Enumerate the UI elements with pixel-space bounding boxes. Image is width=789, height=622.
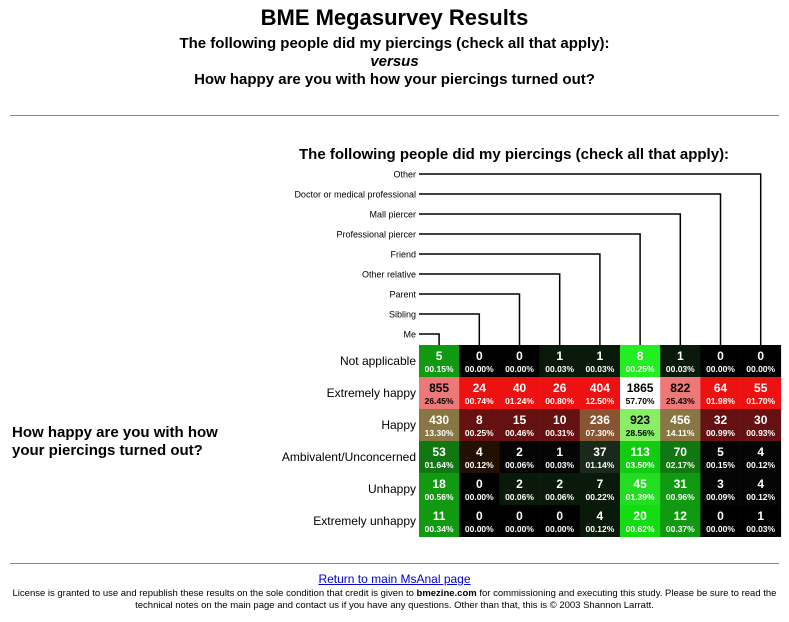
column-leader-line-other-relative [419, 274, 560, 345]
row-label-extremely-unhappy: Extremely unhappy [313, 514, 416, 528]
cell-count-extremely-unhappy-doctor-or-medical-professional: 0 [717, 509, 724, 523]
cell-count-not-applicable-sibling: 0 [475, 349, 483, 363]
cell-count-extremely-unhappy-sibling: 0 [475, 509, 483, 523]
cell-percent-happy-doctor-or-medical-professional: 00.99% [706, 428, 735, 438]
cell-count-extremely-happy-other: 55 [754, 381, 768, 395]
cell-percent-unhappy-friend: 00.22% [585, 492, 615, 502]
cell-percent-extremely-happy-parent: 01.24% [505, 396, 534, 406]
cell-percent-extremely-happy-other: 01.70% [746, 396, 776, 406]
cell-count-ambivalent-unconcerned-mall-piercer: 70 [673, 445, 687, 459]
cell-percent-extremely-unhappy-mall-piercer: 00.37% [665, 524, 695, 534]
cell-count-not-applicable-other-relative: 1 [556, 349, 564, 363]
cell-count-unhappy-mall-piercer: 31 [673, 477, 687, 491]
return-main-link[interactable]: Return to main MsAnal page [318, 572, 471, 586]
column-leader-line-other [419, 174, 761, 345]
cell-count-ambivalent-unconcerned-doctor-or-medical-professional: 5 [717, 445, 724, 459]
column-leader-line-sibling [419, 314, 479, 345]
column-leader-line-doctor-or-medical-professional [419, 194, 721, 345]
cell-percent-extremely-unhappy-me: 00.34% [424, 524, 454, 534]
cell-percent-unhappy-professional-piercer: 01.39% [625, 492, 655, 502]
cell-percent-ambivalent-unconcerned-parent: 00.06% [505, 460, 534, 470]
cell-percent-ambivalent-unconcerned-professional-piercer: 03.50% [625, 460, 655, 470]
cell-count-ambivalent-unconcerned-me: 53 [432, 445, 446, 459]
license-text-part-1: License is granted to use and republish these results on the sole condition that credit is given to [12, 588, 417, 599]
cell-count-happy-mall-piercer: 456 [670, 413, 691, 427]
cell-percent-happy-sibling: 00.25% [464, 428, 494, 438]
column-label-sibling: Sibling [388, 309, 416, 320]
cell-count-not-applicable-other: 0 [757, 349, 765, 363]
cell-percent-ambivalent-unconcerned-other-relative: 00.03% [545, 460, 575, 470]
cell-count-happy-doctor-or-medical-professional: 32 [713, 413, 728, 427]
cell-count-unhappy-other-relative: 2 [556, 477, 564, 491]
cell-percent-not-applicable-other-relative: 00.03% [545, 364, 575, 374]
cell-count-unhappy-friend: 7 [596, 477, 604, 491]
cell-count-extremely-unhappy-me: 11 [432, 509, 446, 523]
cell-percent-unhappy-mall-piercer: 00.96% [665, 492, 695, 502]
cell-count-not-applicable-professional-piercer: 8 [636, 349, 644, 363]
cell-count-happy-other-relative: 10 [553, 413, 567, 427]
cell-percent-ambivalent-unconcerned-doctor-or-medical-professional: 00.15% [706, 460, 735, 470]
cell-percent-not-applicable-parent: 00.00% [505, 364, 534, 374]
versus-label: versus [370, 53, 419, 70]
cell-percent-happy-friend: 07.30% [585, 428, 615, 438]
license-text-part-2: for commissioning and executing this study. Please be sure to read the technical notes on the main page and contact us if you have any questions. Other than that, this is © 2003 Shannon Larratt. [135, 588, 777, 611]
cell-percent-ambivalent-unconcerned-sibling: 00.12% [464, 460, 494, 470]
column-axis-title: The following people did my piercings (check all that apply): [299, 146, 730, 163]
row-label-ambivalent-unconcerned: Ambivalent/Unconcerned [281, 450, 416, 464]
cell-percent-not-applicable-me: 00.15% [424, 364, 454, 374]
column-label-other: Other [393, 169, 416, 180]
column-label-parent: Parent [389, 289, 416, 300]
column-label-other-relative: Other relative [361, 269, 416, 280]
cell-percent-unhappy-parent: 00.06% [505, 492, 534, 502]
cell-percent-extremely-happy-mall-piercer: 25.43% [665, 396, 695, 406]
page-subtitle-question-1: The following people did my piercings (check all that apply): [179, 35, 610, 52]
cell-count-ambivalent-unconcerned-other: 4 [757, 445, 765, 459]
cell-count-happy-friend: 236 [589, 413, 610, 427]
cell-percent-ambivalent-unconcerned-mall-piercer: 02.17% [665, 460, 695, 470]
cell-percent-not-applicable-other: 00.00% [746, 364, 776, 374]
cell-percent-extremely-unhappy-friend: 00.12% [585, 524, 615, 534]
page-title: BME Megasurvey Results [260, 5, 529, 30]
cell-count-extremely-happy-professional-piercer: 1865 [626, 381, 654, 395]
cell-percent-extremely-happy-other-relative: 00.80% [545, 396, 575, 406]
bottom-divider [10, 563, 779, 564]
cell-percent-happy-parent: 00.46% [505, 428, 534, 438]
cell-percent-unhappy-other-relative: 00.06% [545, 492, 575, 502]
footer-link-container [0, 572, 789, 586]
cell-percent-ambivalent-unconcerned-me: 01.64% [424, 460, 454, 470]
cell-count-not-applicable-friend: 1 [596, 349, 604, 363]
cell-percent-unhappy-me: 00.56% [424, 492, 454, 502]
cell-count-extremely-unhappy-professional-piercer: 20 [633, 509, 647, 523]
cell-percent-unhappy-doctor-or-medical-professional: 00.09% [706, 492, 735, 502]
cell-percent-extremely-unhappy-professional-piercer: 00.62% [625, 524, 655, 534]
cell-count-happy-sibling: 8 [475, 413, 483, 427]
cell-percent-extremely-happy-friend: 12.50% [585, 396, 615, 406]
row-axis-title: How happy are you with how your piercings turned out? [12, 424, 218, 459]
cell-count-extremely-unhappy-other-relative: 0 [556, 509, 564, 523]
row-label-not-applicable: Not applicable [339, 354, 416, 368]
cell-count-ambivalent-unconcerned-other-relative: 1 [556, 445, 564, 459]
cell-percent-unhappy-sibling: 00.00% [464, 492, 494, 502]
cell-count-ambivalent-unconcerned-friend: 37 [593, 445, 607, 459]
cell-count-unhappy-sibling: 0 [475, 477, 483, 491]
cell-percent-extremely-happy-doctor-or-medical-professional: 01.98% [706, 396, 735, 406]
cell-count-extremely-unhappy-parent: 0 [516, 509, 523, 523]
column-label-professional-piercer: Professional piercer [336, 229, 416, 240]
cell-count-unhappy-other: 4 [757, 477, 765, 491]
cell-percent-extremely-unhappy-other-relative: 00.00% [545, 524, 575, 534]
cell-percent-not-applicable-sibling: 00.00% [464, 364, 494, 374]
row-label-extremely-happy: Extremely happy [326, 386, 416, 400]
cell-percent-not-applicable-mall-piercer: 00.03% [665, 364, 695, 374]
cell-percent-extremely-unhappy-sibling: 00.00% [464, 524, 494, 534]
cell-count-happy-other: 30 [754, 413, 768, 427]
license-text [10, 588, 779, 612]
cell-percent-ambivalent-unconcerned-other: 00.12% [746, 460, 776, 470]
cell-count-ambivalent-unconcerned-professional-piercer: 113 [630, 445, 650, 459]
cell-count-extremely-happy-friend: 404 [589, 381, 610, 395]
cell-count-extremely-unhappy-other: 1 [757, 509, 765, 523]
page-subtitle-question-2: How happy are you with how your piercings turned out? [194, 71, 595, 88]
cell-count-unhappy-professional-piercer: 45 [633, 477, 647, 491]
cell-count-happy-me: 430 [429, 413, 450, 427]
cell-percent-not-applicable-professional-piercer: 00.25% [625, 364, 655, 374]
cell-percent-extremely-unhappy-other: 00.03% [746, 524, 776, 534]
row-label-happy: Happy [381, 418, 416, 432]
column-label-friend: Friend [390, 249, 416, 260]
column-label-me: Me [403, 329, 416, 340]
cell-percent-extremely-happy-sibling: 00.74% [464, 396, 494, 406]
cell-percent-extremely-unhappy-doctor-or-medical-professional: 00.00% [706, 524, 735, 534]
cell-count-ambivalent-unconcerned-parent: 2 [516, 445, 523, 459]
cell-percent-happy-other-relative: 00.31% [545, 428, 575, 438]
cell-percent-extremely-unhappy-parent: 00.00% [505, 524, 534, 534]
cell-percent-happy-professional-piercer: 28.56% [625, 428, 655, 438]
cell-count-unhappy-parent: 2 [516, 477, 523, 491]
row-label-unhappy: Unhappy [367, 482, 416, 496]
column-leader-line-parent [419, 294, 520, 345]
cell-count-extremely-unhappy-mall-piercer: 12 [673, 509, 687, 523]
cell-count-happy-professional-piercer: 923 [630, 413, 651, 427]
column-leader-line-me [419, 334, 439, 345]
cell-count-unhappy-me: 18 [432, 477, 446, 491]
cell-count-not-applicable-parent: 0 [516, 349, 523, 363]
cell-count-ambivalent-unconcerned-sibling: 4 [475, 445, 483, 459]
cell-count-extremely-happy-parent: 40 [512, 381, 527, 395]
cell-percent-happy-me: 13.30% [424, 428, 454, 438]
cell-count-not-applicable-mall-piercer: 1 [676, 349, 684, 363]
cell-percent-extremely-happy-professional-piercer: 57.70% [625, 396, 655, 406]
cell-percent-not-applicable-doctor-or-medical-professional: 00.00% [706, 364, 735, 374]
cell-count-extremely-happy-sibling: 24 [472, 381, 486, 395]
column-label-doctor-or-medical-professional: Doctor or medical professional [294, 189, 416, 200]
cell-percent-ambivalent-unconcerned-friend: 01.14% [585, 460, 615, 470]
cell-count-extremely-happy-doctor-or-medical-professional: 64 [713, 381, 728, 395]
column-leader-line-friend [419, 254, 600, 345]
cell-count-happy-parent: 15 [512, 413, 527, 427]
column-label-mall-piercer: Mall piercer [369, 209, 416, 220]
cell-percent-unhappy-other: 00.12% [746, 492, 776, 502]
cell-count-extremely-happy-me: 855 [429, 381, 450, 395]
cell-count-not-applicable-doctor-or-medical-professional: 0 [717, 349, 724, 363]
cell-count-extremely-unhappy-friend: 4 [596, 509, 604, 523]
cell-count-not-applicable-me: 5 [435, 349, 443, 363]
cell-percent-extremely-happy-me: 26.45% [424, 396, 454, 406]
cell-percent-not-applicable-friend: 00.03% [585, 364, 615, 374]
cell-count-unhappy-doctor-or-medical-professional: 3 [717, 477, 724, 491]
cell-percent-happy-other: 00.93% [746, 428, 776, 438]
cell-percent-happy-mall-piercer: 14.11% [666, 428, 695, 438]
license-bold-site: bmezine.com [416, 588, 477, 599]
column-leader-line-professional-piercer [419, 234, 640, 345]
cell-count-extremely-happy-mall-piercer: 822 [670, 381, 691, 395]
cell-count-extremely-happy-other-relative: 26 [553, 381, 567, 395]
